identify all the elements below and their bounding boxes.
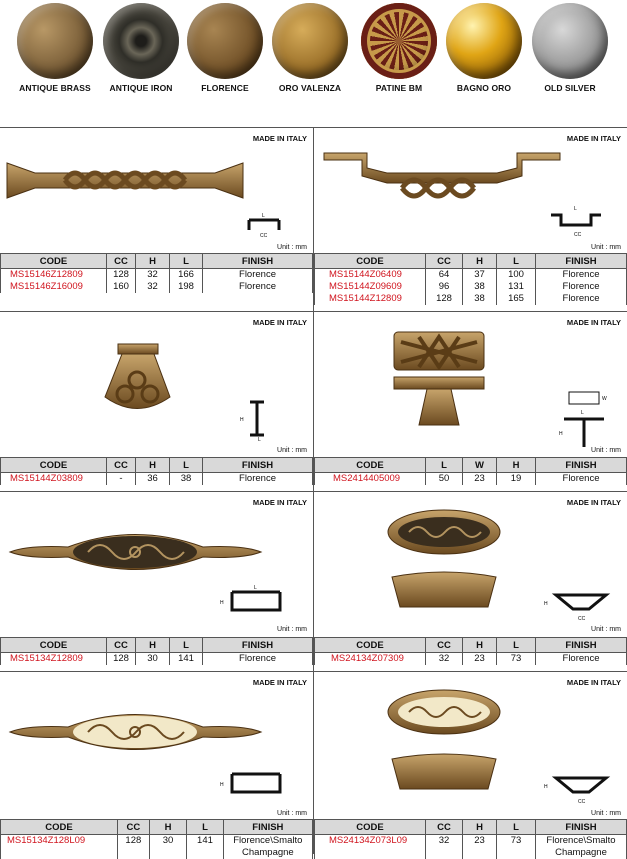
table-row (315, 254, 627, 269)
svg-text:H: H (220, 600, 224, 606)
table-row (315, 473, 627, 486)
product-table-8 (314, 819, 627, 859)
column-header: CODE (1, 458, 107, 473)
product-cell-4 (314, 312, 627, 492)
made-in-italy-label: MADE IN ITALY (253, 318, 307, 327)
svg-text:CC: CC (578, 616, 586, 622)
made-in-italy-label: MADE IN ITALY (253, 498, 307, 507)
handle-image-1 (5, 158, 245, 228)
dimension-diagram-2 (546, 200, 606, 240)
knob-image-4 (389, 327, 489, 437)
product-code: MS15144Z09609 (315, 281, 426, 293)
column-header: H (136, 458, 170, 473)
product-table-1 (0, 253, 313, 293)
table-cell: 23 (463, 473, 497, 486)
knob-image-8 (384, 687, 504, 797)
table-cell: 30 (136, 653, 170, 666)
table-cell: Florence\Smalto Champagne (223, 835, 312, 859)
table-cell: 141 (187, 835, 223, 859)
table-row (315, 653, 627, 666)
column-header: FINISH (223, 820, 312, 835)
unit-label: Unit : mm (591, 244, 621, 251)
svg-text:H: H (240, 417, 244, 423)
dimension-diagram-6 (544, 587, 614, 625)
table-cell: Florence (203, 281, 313, 293)
dimension-diagram-4 (559, 387, 614, 452)
column-header: L (497, 254, 536, 269)
table-cell: 141 (170, 653, 203, 666)
product-cell-3 (0, 312, 313, 492)
table-row (315, 820, 627, 835)
column-header: FINISH (536, 254, 627, 269)
unit-label: Unit : mm (277, 244, 307, 251)
table-row (1, 281, 313, 293)
swatch-patine-bm: PATINE BM (355, 0, 443, 93)
svg-text:L: L (254, 585, 257, 591)
table-cell: 32 (136, 281, 170, 293)
product-table-5 (0, 637, 313, 665)
table-row (1, 835, 313, 859)
unit-label: Unit : mm (277, 447, 307, 454)
table-cell: 100 (497, 269, 536, 282)
product-cell-6 (314, 492, 627, 672)
table-cell: 73 (497, 835, 536, 859)
product-cell-7 (0, 672, 313, 854)
table-row (315, 293, 627, 305)
table-cell: 165 (497, 293, 536, 305)
dimension-diagram-3 (238, 397, 273, 442)
table-cell: 32 (426, 653, 463, 666)
dimension-diagram-8 (544, 770, 614, 808)
svg-text:H: H (559, 431, 563, 437)
table-row (315, 281, 627, 293)
column-header: CODE (1, 638, 107, 653)
table-row (1, 473, 313, 486)
column-header: L (170, 254, 203, 269)
table-cell: 50 (426, 473, 463, 486)
table-cell: 36 (136, 473, 170, 486)
table-cell: Florence (536, 281, 627, 293)
table-cell: Florence (536, 653, 627, 666)
table-cell: Florence (203, 653, 313, 666)
table-cell: 64 (426, 269, 463, 282)
product-code: MS15134Z12809 (1, 653, 107, 666)
table-row (1, 254, 313, 269)
swatch-oro-valenza: ORO VALENZA (266, 0, 354, 93)
swatch-antique-brass: ANTIQUE BRASS (11, 0, 99, 93)
table-cell: Florence (203, 269, 313, 282)
column-header: CC (107, 254, 136, 269)
handle-image-2 (322, 148, 562, 218)
product-cell-2 (314, 128, 627, 311)
column-header: H (497, 458, 536, 473)
table-cell: - (107, 473, 136, 486)
product-code: MS24134Z07309 (315, 653, 426, 666)
column-header: CODE (315, 458, 426, 473)
column-header: FINISH (536, 820, 627, 835)
column-header: W (463, 458, 497, 473)
column-header: FINISH (536, 638, 627, 653)
product-code: MS15146Z12809 (1, 269, 107, 282)
table-cell: 23 (463, 835, 497, 859)
product-code: MS15146Z16009 (1, 281, 107, 293)
column-header: CC (107, 638, 136, 653)
made-in-italy-label: MADE IN ITALY (567, 134, 621, 143)
product-code: MS2414405009 (315, 473, 426, 486)
product-code: MS15144Z03809 (1, 473, 107, 486)
table-cell: Florence\Smalto Champagne (536, 835, 627, 859)
table-row (1, 820, 313, 835)
table-cell: 38 (463, 293, 497, 305)
svg-text:L: L (262, 213, 265, 219)
table-cell: 23 (463, 653, 497, 666)
table-cell: 32 (136, 269, 170, 282)
column-header: L (497, 820, 536, 835)
column-header: FINISH (203, 458, 313, 473)
knob-image-6 (384, 507, 504, 617)
column-header: FINISH (203, 254, 313, 269)
table-cell: 198 (170, 281, 203, 293)
made-in-italy-label: MADE IN ITALY (253, 134, 307, 143)
product-cell-1 (0, 128, 313, 311)
column-header: L (170, 458, 203, 473)
column-header: H (463, 820, 497, 835)
table-cell: 96 (426, 281, 463, 293)
svg-text:H: H (220, 782, 224, 788)
made-in-italy-label: MADE IN ITALY (567, 678, 621, 687)
unit-label: Unit : mm (591, 810, 621, 817)
table-cell: 30 (149, 835, 186, 859)
product-table-3 (0, 457, 313, 485)
product-code: MS15134Z128L09 (1, 835, 118, 859)
table-row (1, 653, 313, 666)
table-cell: Florence (536, 473, 627, 486)
unit-label: Unit : mm (277, 626, 307, 633)
dimension-diagram-7 (220, 764, 288, 799)
dimension-diagram-5 (220, 582, 288, 617)
product-code: MS24134Z073L09 (315, 835, 426, 859)
product-table-6 (314, 637, 627, 665)
column-header: CC (107, 458, 136, 473)
svg-text:CC: CC (578, 799, 586, 805)
column-header: L (170, 638, 203, 653)
dimension-diagram-1 (244, 208, 284, 238)
product-table-4 (314, 457, 627, 485)
column-header: H (136, 254, 170, 269)
column-header: FINISH (536, 458, 627, 473)
column-header: H (149, 820, 186, 835)
svg-text:L: L (574, 206, 577, 212)
table-cell: 128 (426, 293, 463, 305)
swatch-old-silver: OLD SILVER (526, 0, 614, 93)
column-header: CC (426, 638, 463, 653)
made-in-italy-label: MADE IN ITALY (253, 678, 307, 687)
column-header: H (463, 254, 497, 269)
svg-text:H: H (544, 784, 548, 790)
unit-label: Unit : mm (277, 810, 307, 817)
unit-label: Unit : mm (591, 626, 621, 633)
column-header: L (497, 638, 536, 653)
column-header: FINISH (203, 638, 313, 653)
svg-text:L: L (581, 410, 584, 416)
table-cell: Florence (536, 269, 627, 282)
table-row (1, 458, 313, 473)
column-header: CC (117, 820, 149, 835)
unit-label: Unit : mm (591, 447, 621, 454)
table-cell: 32 (426, 835, 463, 859)
table-cell: 38 (463, 281, 497, 293)
product-cell-8 (314, 672, 627, 854)
column-header: CODE (315, 254, 426, 269)
table-row (315, 269, 627, 282)
column-header: CODE (315, 638, 426, 653)
made-in-italy-label: MADE IN ITALY (567, 498, 621, 507)
swatch-bagno-oro: BAGNO ORO (440, 0, 528, 93)
product-cell-5 (0, 492, 313, 672)
table-cell: 73 (497, 653, 536, 666)
product-code: MS15144Z12809 (315, 293, 426, 305)
svg-text:CC: CC (260, 233, 268, 238)
product-grid (0, 127, 627, 854)
svg-text:CC: CC (574, 232, 582, 238)
handle-image-5 (8, 527, 263, 587)
product-table-7 (0, 819, 313, 859)
column-header: L (426, 458, 463, 473)
column-header: H (463, 638, 497, 653)
table-row (315, 458, 627, 473)
handle-image-7 (8, 707, 263, 767)
finish-swatches (0, 0, 627, 100)
table-cell: 166 (170, 269, 203, 282)
table-cell: 128 (107, 269, 136, 282)
swatch-antique-iron: ANTIQUE IRON (97, 0, 185, 93)
table-cell: Florence (536, 293, 627, 305)
product-code: MS15144Z06409 (315, 269, 426, 282)
column-header: CODE (315, 820, 426, 835)
column-header: L (187, 820, 223, 835)
column-header: CODE (1, 254, 107, 269)
column-header: CC (426, 820, 463, 835)
made-in-italy-label: MADE IN ITALY (567, 318, 621, 327)
svg-text:H: H (544, 601, 548, 607)
table-row (315, 835, 627, 859)
table-row (1, 638, 313, 653)
svg-text:L: L (258, 437, 261, 442)
table-cell: 128 (107, 653, 136, 666)
table-cell: 37 (463, 269, 497, 282)
table-cell: 131 (497, 281, 536, 293)
table-cell: 38 (170, 473, 203, 486)
table-row (315, 638, 627, 653)
column-header: CC (426, 254, 463, 269)
product-table-2 (314, 253, 627, 305)
table-row (1, 269, 313, 282)
handle-image-3 (100, 342, 175, 417)
table-cell: 160 (107, 281, 136, 293)
column-header: CODE (1, 820, 118, 835)
swatch-florence: FLORENCE (181, 0, 269, 93)
table-cell: 128 (117, 835, 149, 859)
column-header: H (136, 638, 170, 653)
table-cell: Florence (203, 473, 313, 486)
svg-text:W: W (602, 396, 607, 402)
table-cell: 19 (497, 473, 536, 486)
